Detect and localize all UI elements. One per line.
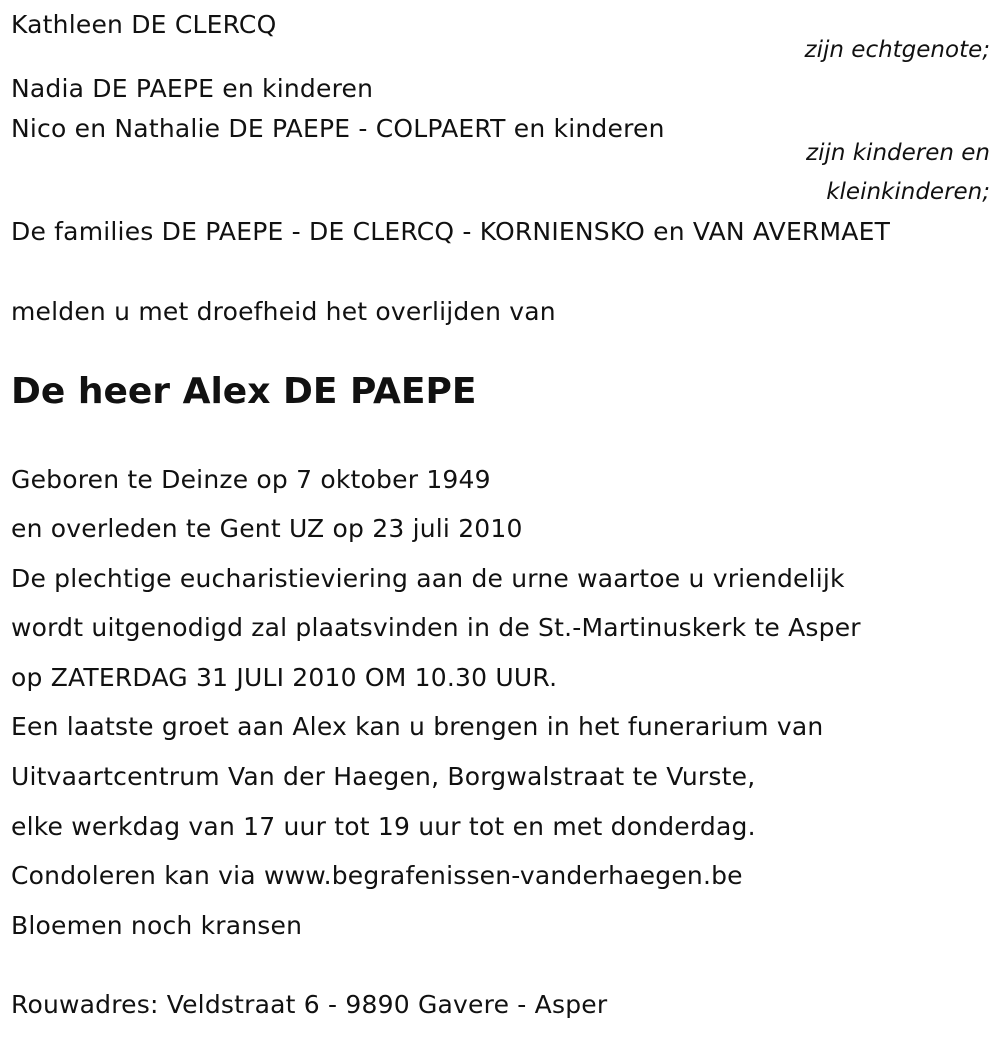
families-line: De families DE PAEPE - DE CLERCQ - KORNIENSKO en VAN AVERMAET <box>11 217 891 246</box>
detail-line: op ZATERDAG 31 JULI 2010 OM 10.30 UUR. <box>11 663 558 692</box>
spouse-role: zijn echtgenote; <box>804 37 990 63</box>
child-line-2: Nico en Nathalie DE PAEPE - COLPAERT en kinderen <box>11 114 665 143</box>
condolence-line: Condoleren kan via www.begrafenissen-vanderhaegen.be <box>11 861 743 890</box>
mourning-address: Rouwadres: Veldstraat 6 - 9890 Gavere - Asper <box>11 990 608 1019</box>
detail-line: Geboren te Deinze op 7 oktober 1949 <box>11 465 491 494</box>
detail-line: De plechtige eucharistieviering aan de urne waartoe u vriendelijk <box>11 564 845 593</box>
spouse-name: Kathleen DE CLERCQ <box>11 10 277 39</box>
detail-line: en overleden te Gent UZ op 23 juli 2010 <box>11 514 523 543</box>
detail-line: Bloemen noch kransen <box>11 911 303 940</box>
announcement-text: melden u met droefheid het overlijden van <box>11 297 556 326</box>
children-role-line-2: kleinkinderen; <box>826 179 990 205</box>
detail-line: Een laatste groet aan Alex kan u brengen in het funerarium van <box>11 712 824 741</box>
detail-line: Uitvaartcentrum Van der Haegen, Borgwalstraat te Vurste, <box>11 762 756 791</box>
child-line-1: Nadia DE PAEPE en kinderen <box>11 74 374 103</box>
deceased-name: De heer Alex DE PAEPE <box>11 371 477 412</box>
children-role-line-1: zijn kinderen en <box>806 140 990 166</box>
detail-line: elke werkdag van 17 uur tot 19 uur tot en met donderdag. <box>11 812 756 841</box>
detail-line: wordt uitgenodigd zal plaatsvinden in de St.-Martinuskerk te Asper <box>11 613 861 642</box>
